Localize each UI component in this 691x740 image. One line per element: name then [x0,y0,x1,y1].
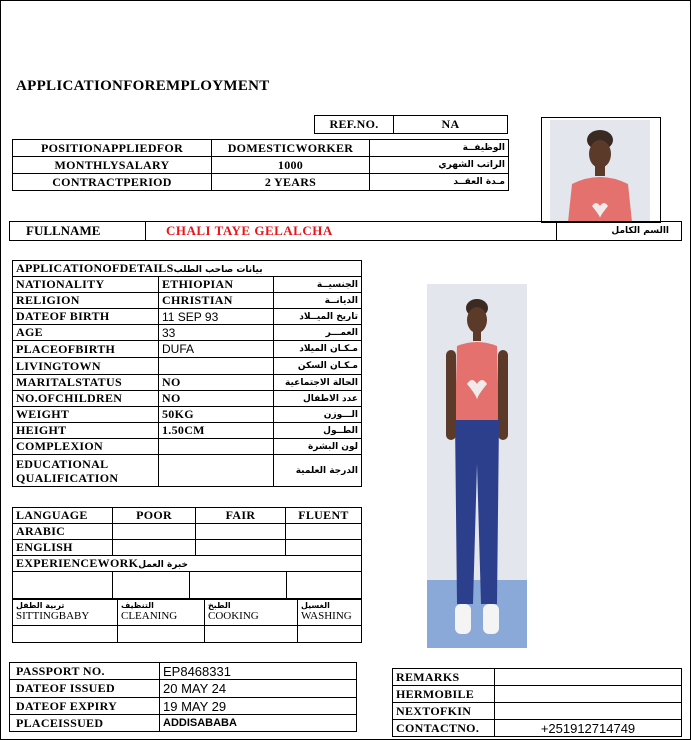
language-table [12,507,362,572]
job-row [13,157,509,174]
form-title: APPLICATIONFOREMPLOYMENT [16,78,270,94]
skill-cell [118,600,205,626]
dob-value: 11 SEP 93 [159,309,274,325]
table-row [10,715,357,732]
weight-ar: الـــوزن [274,407,362,423]
age-label: AGE [13,325,159,341]
age-ar: العمـــر [274,325,362,341]
table-row [13,524,362,540]
skills-row [13,600,362,626]
skill-ar: التنظيف [121,601,154,610]
language-header: LANGUAGE [13,508,113,524]
pob-value: DUFA [159,341,274,358]
language-header-row [13,508,362,524]
table-row [13,391,362,407]
skill-label: CLEANING [121,610,178,622]
remarks-label: REMARKS [393,669,495,686]
education-ar: الدرجة العلمية [274,455,362,487]
skill-ar: الغسيل [301,601,330,610]
livingtown-value [159,358,274,375]
table-row [10,663,357,680]
contract-ar: مـدة العقــد [370,174,509,191]
children-ar: عدد الاطفال [274,391,362,407]
passport-table [9,662,357,732]
details-header-ar: بيانات صاحب الطلب [173,265,263,275]
table-row [10,698,357,715]
table-row [393,669,682,686]
details-table [12,260,362,487]
contract-label: CONTRACTPERIOD [13,174,212,191]
fluent-header: FLUENT [286,508,362,524]
pob-ar: مـكـان الميلاد [274,341,362,358]
nationality-value: ETHIOPIAN [159,277,274,293]
table-row [393,703,682,720]
children-label: NO.OFCHILDREN [13,391,159,407]
height-value: 1.50CM [159,423,274,439]
next-of-kin-value [495,703,682,720]
arabic-label: ARABIC [13,524,113,540]
salary-value: 1000 [212,157,370,174]
mobile-label: HERMOBILE [393,686,495,703]
details-header-label: APPLICATIONOFDETAILS [16,261,174,275]
expiry-date-label: DATEOF EXPIRY [10,698,160,715]
complexion-value [159,439,274,455]
table-row [13,455,362,487]
issued-date-value: 20 MAY 24 [160,680,357,698]
place-issued-value: ADDISABABA [160,715,357,732]
marital-ar: الحالة الاجتماعية [274,375,362,391]
full-body-image [427,284,527,648]
salary-ar: الراتب الشهري [370,157,509,174]
next-of-kin-label: NEXTOFKIN [393,703,495,720]
table-row [13,375,362,391]
marital-label: MARITALSTATUS [13,375,159,391]
table-row [13,293,362,309]
skills-table [12,599,362,643]
table-row [13,423,362,439]
issued-date-label: DATEOF ISSUED [10,680,160,698]
salary-label: MONTHLYSALARY [13,157,212,174]
experience-header-row [13,556,362,572]
remarks-value [495,669,682,686]
religion-value: CHRISTIAN [159,293,274,309]
weight-label: WEIGHT [13,407,159,423]
details-header-row [13,261,362,277]
weight-value: 50KG [159,407,274,423]
table-row [393,686,682,703]
full-body-photo [427,284,527,648]
complexion-ar: لون البشرة [274,439,362,455]
skill-label: WASHING [301,610,352,622]
height-ar: الطــول [274,423,362,439]
fullname-table [9,221,682,241]
livingtown-ar: مـكـان السكن [274,358,362,375]
passport-no-value: EP8468331 [160,663,357,680]
children-value: NO [159,391,274,407]
religion-label: RELIGION [13,293,159,309]
skill-ar: الطبخ [208,601,231,610]
skill-cell [298,600,362,626]
marital-value: NO [159,375,274,391]
complexion-label: COMPLEXION [13,439,159,455]
table-row [13,341,362,358]
dob-label: DATEOF BIRTH [13,309,159,325]
job-row [13,174,509,191]
job-table [12,139,509,191]
skill-ar: تربية الطفل [16,601,65,610]
contact-table [392,668,682,737]
fair-header: FAIR [196,508,286,524]
fullname-value: CHALI TAYE GELALCHA [146,222,557,241]
portrait-image [542,118,660,222]
livingtown-label: LIVINGTOWN [13,358,159,375]
table-row [10,680,357,698]
position-label: POSITIONAPPLIEDFOR [13,140,212,157]
table-row [13,309,362,325]
ref-label: REF.NO. [315,116,394,134]
dob-ar: تاريخ الميــلاد [274,309,362,325]
nationality-label: NATIONALITY [13,277,159,293]
table-row [393,720,682,737]
poor-header: POOR [113,508,196,524]
contract-value: 2 YEARS [212,174,370,191]
contact-no-label: CONTACTNO. [393,720,495,737]
portrait-photo [541,117,661,223]
ref-table [314,115,508,134]
english-label: ENGLISH [13,540,113,556]
ref-value: NA [394,116,508,134]
fullname-ar: االسم الكامل [557,222,682,241]
contact-no-value: +251912714749 [495,720,682,737]
details-header [13,261,362,277]
table-row [13,540,362,556]
table-row [13,325,362,341]
religion-ar: الديانــة [274,293,362,309]
skill-label: SITTINGBABY [16,610,90,622]
passport-no-label: PASSPORT NO. [10,663,160,680]
education-label: EDUCATIONAL QUALIFICATION [13,455,159,487]
experience-ar: خبرة العمل [138,560,189,570]
fullname-label: FULLNAME [10,222,146,241]
age-value: 33 [159,325,274,341]
nationality-ar: الجنسيــة [274,277,362,293]
job-row [13,140,509,157]
education-value [159,455,274,487]
expiry-date-value: 19 MAY 29 [160,698,357,715]
place-issued-label: PLACEISSUED [10,715,160,732]
skill-cell [13,600,118,626]
experience-label: EXPERIENCEWORK [16,556,139,570]
position-value: DOMESTICWORKER [212,140,370,157]
table-row [13,439,362,455]
experience-blank-table [12,571,362,599]
pob-label: PLACEOFBIRTH [13,341,159,358]
skill-label: COOKING [208,610,259,622]
mobile-value [495,686,682,703]
table-row [13,358,362,375]
table-row [13,407,362,423]
height-label: HEIGHT [13,423,159,439]
skill-cell [205,600,298,626]
experience-header [13,556,362,572]
position-ar: الوظيفــة [370,140,509,157]
table-row [13,277,362,293]
